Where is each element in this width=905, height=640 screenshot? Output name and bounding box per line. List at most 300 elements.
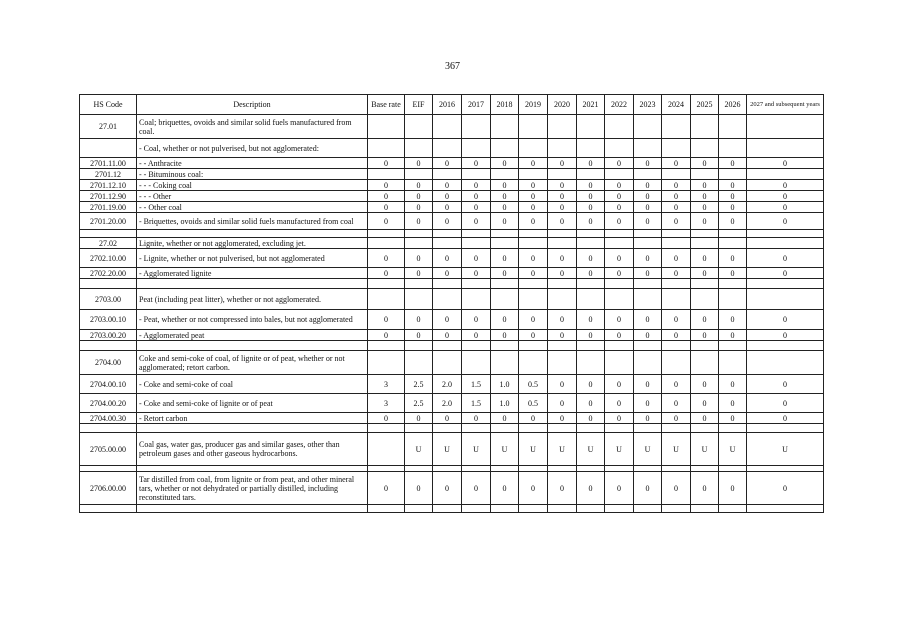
- 2019-cell: [519, 341, 548, 351]
- 2020-cell: 0: [548, 472, 577, 505]
- 2020-cell: [548, 424, 577, 433]
- description-cell: [137, 341, 368, 351]
- 2025-cell: 0: [691, 268, 719, 279]
- 2027-plus-cell: 0: [747, 191, 824, 202]
- eif-cell: [405, 351, 433, 375]
- 2018-cell: 0: [491, 413, 519, 424]
- base-rate-cell: [368, 169, 405, 180]
- description-cell: - - - Coking coal: [137, 180, 368, 191]
- base-rate-cell: 0: [368, 310, 405, 330]
- 2024-cell: [662, 341, 691, 351]
- 2019-cell: 0.5: [519, 394, 548, 413]
- table-row: [80, 158, 824, 169]
- base-rate-cell: 3: [368, 375, 405, 394]
- 2026-cell: 0: [719, 158, 747, 169]
- 2026-cell: [719, 351, 747, 375]
- description-cell: Tar distilled from coal, from lignite or from peat, and other mineral tars, whether or not dehydrated or partially distilled, including reconstituted tars.: [137, 472, 368, 505]
- 2024-cell: [662, 238, 691, 249]
- 2020-cell: 0: [548, 310, 577, 330]
- 2023-cell: [634, 505, 662, 513]
- table-row: [80, 351, 824, 375]
- 2022-cell: 0: [605, 413, 634, 424]
- description-cell: - - Bituminous coal:: [137, 169, 368, 180]
- hs-code-cell: [80, 279, 137, 289]
- 2026-cell: [719, 289, 747, 310]
- 2023-cell: 0: [634, 249, 662, 268]
- 2025-cell: [691, 238, 719, 249]
- 2017-cell: [462, 505, 491, 513]
- 2021-cell: [577, 341, 605, 351]
- 2022-cell: [605, 505, 634, 513]
- 2023-cell: [634, 341, 662, 351]
- 2024-cell: 0: [662, 213, 691, 230]
- 2026-cell: [719, 279, 747, 289]
- 2017-cell: 0: [462, 202, 491, 213]
- eif-cell: 0: [405, 472, 433, 505]
- 2022-cell: 0: [605, 191, 634, 202]
- 2018-cell: [491, 289, 519, 310]
- 2021-cell: 0: [577, 158, 605, 169]
- eif-cell: 2.5: [405, 375, 433, 394]
- hs-code-cell: 2701.11.00: [80, 158, 137, 169]
- 2020-cell: U: [548, 433, 577, 466]
- 2026-cell: 0: [719, 249, 747, 268]
- 2021-cell: 0: [577, 191, 605, 202]
- 2026-cell: 0: [719, 310, 747, 330]
- 2019-cell: 0: [519, 413, 548, 424]
- 2019-cell: 0: [519, 268, 548, 279]
- 2024-cell: [662, 505, 691, 513]
- 2018-cell: [491, 115, 519, 139]
- 2018-cell: 0: [491, 213, 519, 230]
- table-row: [80, 413, 824, 424]
- 2019-cell: 0: [519, 330, 548, 341]
- 2026-cell: [719, 139, 747, 158]
- 2023-cell: 0: [634, 213, 662, 230]
- 2025-cell: 0: [691, 191, 719, 202]
- 2022-cell: 0: [605, 310, 634, 330]
- 2018-cell: [491, 279, 519, 289]
- 2020-cell: 0: [548, 268, 577, 279]
- description-cell: [137, 424, 368, 433]
- eif-cell: 0: [405, 310, 433, 330]
- 2019-cell: [519, 230, 548, 238]
- 2017-cell: 1.5: [462, 375, 491, 394]
- 2023-cell: 0: [634, 375, 662, 394]
- 2019-cell: 0.5: [519, 375, 548, 394]
- base-rate-cell: [368, 505, 405, 513]
- 2021-cell: U: [577, 433, 605, 466]
- 2018-cell: [491, 424, 519, 433]
- base-rate-cell: 0: [368, 413, 405, 424]
- 2024-cell: [662, 289, 691, 310]
- 2017-cell: [462, 289, 491, 310]
- table-row: [80, 341, 824, 351]
- 2022-cell: 0: [605, 180, 634, 191]
- 2023-cell: 0: [634, 268, 662, 279]
- 2027-plus-cell: 0: [747, 310, 824, 330]
- 2019-cell: U: [519, 433, 548, 466]
- 2018-cell: [491, 169, 519, 180]
- 2016-cell: 0: [433, 310, 462, 330]
- 2025-cell: 0: [691, 202, 719, 213]
- hs-code-cell: 2702.10.00: [80, 249, 137, 268]
- 2017-cell: 0: [462, 249, 491, 268]
- 2027-plus-cell: 0: [747, 394, 824, 413]
- description-cell: Peat (including peat litter), whether or not agglomerated.: [137, 289, 368, 310]
- hs-code-cell: 2703.00.10: [80, 310, 137, 330]
- 2021-cell: 0: [577, 472, 605, 505]
- 2018-cell: 0: [491, 191, 519, 202]
- table-row: [80, 375, 824, 394]
- 2025-cell: 0: [691, 249, 719, 268]
- table-row: [80, 505, 824, 513]
- col-header: 2020: [548, 95, 577, 115]
- 2027-plus-cell: [747, 115, 824, 139]
- description-cell: Coke and semi-coke of coal, of lignite or of peat, whether or not agglomerated; retort carbon.: [137, 351, 368, 375]
- eif-cell: [405, 341, 433, 351]
- eif-cell: [405, 238, 433, 249]
- 2019-cell: 0: [519, 310, 548, 330]
- 2027-plus-cell: 0: [747, 249, 824, 268]
- 2017-cell: [462, 169, 491, 180]
- 2016-cell: 0: [433, 330, 462, 341]
- 2021-cell: [577, 351, 605, 375]
- 2027-plus-cell: 0: [747, 213, 824, 230]
- 2024-cell: [662, 351, 691, 375]
- 2027-plus-cell: [747, 169, 824, 180]
- 2026-cell: 0: [719, 191, 747, 202]
- 2025-cell: 0: [691, 158, 719, 169]
- 2026-cell: [719, 115, 747, 139]
- 2017-cell: [462, 279, 491, 289]
- description-cell: Coal; briquettes, ovoids and similar solid fuels manufactured from coal.: [137, 115, 368, 139]
- 2026-cell: 0: [719, 180, 747, 191]
- 2016-cell: [433, 505, 462, 513]
- description-cell: - Peat, whether or not compressed into bales, but not agglomerated: [137, 310, 368, 330]
- 2023-cell: 0: [634, 158, 662, 169]
- col-header: Description: [137, 95, 368, 115]
- hs-code-cell: [80, 505, 137, 513]
- 2020-cell: [548, 230, 577, 238]
- 2023-cell: 0: [634, 472, 662, 505]
- 2025-cell: 0: [691, 180, 719, 191]
- 2024-cell: 0: [662, 375, 691, 394]
- table-row: [80, 289, 824, 310]
- 2024-cell: [662, 424, 691, 433]
- table-row: [80, 268, 824, 279]
- 2022-cell: [605, 115, 634, 139]
- 2017-cell: 0: [462, 330, 491, 341]
- hs-code-cell: 2704.00: [80, 351, 137, 375]
- 2027-plus-cell: [747, 230, 824, 238]
- 2023-cell: 0: [634, 413, 662, 424]
- 2022-cell: 0: [605, 330, 634, 341]
- 2027-plus-cell: [747, 289, 824, 310]
- 2018-cell: 0: [491, 330, 519, 341]
- 2023-cell: [634, 139, 662, 158]
- eif-cell: 0: [405, 191, 433, 202]
- 2020-cell: 0: [548, 394, 577, 413]
- 2023-cell: [634, 115, 662, 139]
- 2016-cell: [433, 424, 462, 433]
- description-cell: [137, 279, 368, 289]
- 2018-cell: 0: [491, 180, 519, 191]
- 2019-cell: [519, 169, 548, 180]
- col-header: 2017: [462, 95, 491, 115]
- 2016-cell: [433, 341, 462, 351]
- 2025-cell: 0: [691, 413, 719, 424]
- col-header: 2016: [433, 95, 462, 115]
- 2027-plus-cell: [747, 341, 824, 351]
- col-header: 2024: [662, 95, 691, 115]
- 2016-cell: 0: [433, 268, 462, 279]
- 2027-plus-cell: 0: [747, 413, 824, 424]
- 2019-cell: [519, 279, 548, 289]
- 2022-cell: [605, 279, 634, 289]
- 2024-cell: 0: [662, 158, 691, 169]
- 2022-cell: [605, 238, 634, 249]
- base-rate-cell: 0: [368, 213, 405, 230]
- eif-cell: [405, 289, 433, 310]
- eif-cell: 0: [405, 158, 433, 169]
- 2019-cell: [519, 238, 548, 249]
- col-header: 2023: [634, 95, 662, 115]
- hs-code-cell: 2701.12: [80, 169, 137, 180]
- hs-code-cell: 2701.20.00: [80, 213, 137, 230]
- eif-cell: 0: [405, 330, 433, 341]
- 2025-cell: 0: [691, 310, 719, 330]
- eif-cell: [405, 279, 433, 289]
- 2016-cell: 0: [433, 413, 462, 424]
- 2023-cell: 0: [634, 394, 662, 413]
- 2017-cell: [462, 238, 491, 249]
- 2026-cell: [719, 505, 747, 513]
- hs-code-cell: 2701.12.10: [80, 180, 137, 191]
- base-rate-cell: [368, 238, 405, 249]
- 2019-cell: [519, 115, 548, 139]
- table-row: [80, 191, 824, 202]
- description-cell: Lignite, whether or not agglomerated, excluding jet.: [137, 238, 368, 249]
- base-rate-cell: [368, 115, 405, 139]
- 2018-cell: 0: [491, 249, 519, 268]
- eif-cell: 0: [405, 413, 433, 424]
- 2017-cell: 1.5: [462, 394, 491, 413]
- eif-cell: 2.5: [405, 394, 433, 413]
- 2025-cell: [691, 169, 719, 180]
- hs-code-cell: [80, 424, 137, 433]
- 2025-cell: [691, 424, 719, 433]
- 2027-plus-cell: 0: [747, 180, 824, 191]
- 2020-cell: 0: [548, 330, 577, 341]
- 2020-cell: 0: [548, 213, 577, 230]
- eif-cell: 0: [405, 249, 433, 268]
- description-cell: - Coke and semi-coke of lignite or of peat: [137, 394, 368, 413]
- table-row: [80, 238, 824, 249]
- 2023-cell: [634, 279, 662, 289]
- 2027-plus-cell: 0: [747, 268, 824, 279]
- table-row: [80, 180, 824, 191]
- hs-code-cell: 2706.00.00: [80, 472, 137, 505]
- 2016-cell: U: [433, 433, 462, 466]
- table-row: [80, 230, 824, 238]
- hs-code-cell: 2701.19.00: [80, 202, 137, 213]
- 2021-cell: [577, 115, 605, 139]
- 2020-cell: [548, 505, 577, 513]
- 2016-cell: [433, 230, 462, 238]
- 2021-cell: [577, 505, 605, 513]
- 2018-cell: [491, 351, 519, 375]
- 2019-cell: [519, 424, 548, 433]
- description-cell: - Agglomerated peat: [137, 330, 368, 341]
- 2021-cell: [577, 289, 605, 310]
- description-cell: - - - Other: [137, 191, 368, 202]
- 2025-cell: 0: [691, 394, 719, 413]
- 2023-cell: [634, 230, 662, 238]
- 2025-cell: 0: [691, 213, 719, 230]
- 2017-cell: 0: [462, 213, 491, 230]
- 2025-cell: 0: [691, 472, 719, 505]
- 2021-cell: [577, 238, 605, 249]
- 2022-cell: 0: [605, 394, 634, 413]
- 2024-cell: 0: [662, 330, 691, 341]
- hs-code-cell: 2704.00.30: [80, 413, 137, 424]
- 2024-cell: 0: [662, 413, 691, 424]
- 2022-cell: 0: [605, 213, 634, 230]
- 2024-cell: 0: [662, 472, 691, 505]
- 2023-cell: 0: [634, 191, 662, 202]
- 2016-cell: 0: [433, 158, 462, 169]
- 2018-cell: [491, 341, 519, 351]
- table-row: [80, 279, 824, 289]
- 2018-cell: 1.0: [491, 375, 519, 394]
- hs-code-cell: 27.01: [80, 115, 137, 139]
- 2024-cell: U: [662, 433, 691, 466]
- 2027-plus-cell: 0: [747, 375, 824, 394]
- 2018-cell: 0: [491, 310, 519, 330]
- 2026-cell: 0: [719, 268, 747, 279]
- 2023-cell: [634, 169, 662, 180]
- 2026-cell: 0: [719, 394, 747, 413]
- table-row: [80, 433, 824, 466]
- col-header: 2022: [605, 95, 634, 115]
- base-rate-cell: 0: [368, 191, 405, 202]
- 2025-cell: [691, 230, 719, 238]
- base-rate-cell: [368, 289, 405, 310]
- 2020-cell: [548, 169, 577, 180]
- col-header: 2027 and subsequent years: [747, 95, 824, 115]
- 2026-cell: [719, 424, 747, 433]
- 2019-cell: 0: [519, 213, 548, 230]
- 2026-cell: [719, 341, 747, 351]
- 2022-cell: 0: [605, 268, 634, 279]
- base-rate-cell: [368, 341, 405, 351]
- description-cell: - - Anthracite: [137, 158, 368, 169]
- 2018-cell: [491, 505, 519, 513]
- 2022-cell: 0: [605, 375, 634, 394]
- 2026-cell: 0: [719, 213, 747, 230]
- 2017-cell: [462, 341, 491, 351]
- base-rate-cell: [368, 433, 405, 466]
- 2022-cell: [605, 424, 634, 433]
- 2021-cell: 0: [577, 330, 605, 341]
- header-row: [80, 95, 824, 115]
- 2027-plus-cell: 0: [747, 330, 824, 341]
- base-rate-cell: 0: [368, 268, 405, 279]
- 2025-cell: [691, 115, 719, 139]
- 2025-cell: [691, 289, 719, 310]
- 2026-cell: 0: [719, 330, 747, 341]
- 2022-cell: 0: [605, 249, 634, 268]
- 2017-cell: 0: [462, 472, 491, 505]
- 2020-cell: [548, 279, 577, 289]
- 2022-cell: U: [605, 433, 634, 466]
- base-rate-cell: 0: [368, 158, 405, 169]
- 2018-cell: [491, 139, 519, 158]
- 2021-cell: 0: [577, 394, 605, 413]
- 2027-plus-cell: 0: [747, 472, 824, 505]
- 2023-cell: 0: [634, 180, 662, 191]
- 2027-plus-cell: 0: [747, 158, 824, 169]
- 2017-cell: 0: [462, 191, 491, 202]
- 2017-cell: 0: [462, 180, 491, 191]
- table-row: [80, 249, 824, 268]
- 2023-cell: 0: [634, 310, 662, 330]
- hs-code-cell: 2701.12.90: [80, 191, 137, 202]
- 2016-cell: 0: [433, 472, 462, 505]
- 2016-cell: [433, 238, 462, 249]
- hs-code-cell: 2703.00: [80, 289, 137, 310]
- 2024-cell: [662, 230, 691, 238]
- 2023-cell: 0: [634, 202, 662, 213]
- 2026-cell: [719, 169, 747, 180]
- description-cell: - Agglomerated lignite: [137, 268, 368, 279]
- 2025-cell: 0: [691, 330, 719, 341]
- 2021-cell: 0: [577, 310, 605, 330]
- description-cell: - - Other coal: [137, 202, 368, 213]
- 2021-cell: 0: [577, 202, 605, 213]
- hs-code-cell: [80, 230, 137, 238]
- 2016-cell: [433, 139, 462, 158]
- hs-code-cell: 2704.00.10: [80, 375, 137, 394]
- 2021-cell: [577, 169, 605, 180]
- 2021-cell: [577, 139, 605, 158]
- 2020-cell: 0: [548, 413, 577, 424]
- 2019-cell: [519, 505, 548, 513]
- table-row: [80, 115, 824, 139]
- 2027-plus-cell: 0: [747, 202, 824, 213]
- 2026-cell: U: [719, 433, 747, 466]
- 2021-cell: [577, 230, 605, 238]
- description-cell: [137, 505, 368, 513]
- 2027-plus-cell: [747, 279, 824, 289]
- 2023-cell: 0: [634, 330, 662, 341]
- hs-code-cell: 2703.00.20: [80, 330, 137, 341]
- 2025-cell: 0: [691, 375, 719, 394]
- description-cell: Coal gas, water gas, producer gas and similar gases, other than petroleum gases and other gaseous hydrocarbons.: [137, 433, 368, 466]
- 2023-cell: U: [634, 433, 662, 466]
- 2016-cell: 0: [433, 249, 462, 268]
- 2018-cell: U: [491, 433, 519, 466]
- 2019-cell: [519, 289, 548, 310]
- 2023-cell: [634, 238, 662, 249]
- 2017-cell: 0: [462, 158, 491, 169]
- table-row: [80, 139, 824, 158]
- description-cell: - Coal, whether or not pulverised, but not agglomerated:: [137, 139, 368, 158]
- 2024-cell: 0: [662, 191, 691, 202]
- 2026-cell: [719, 238, 747, 249]
- 2024-cell: 0: [662, 249, 691, 268]
